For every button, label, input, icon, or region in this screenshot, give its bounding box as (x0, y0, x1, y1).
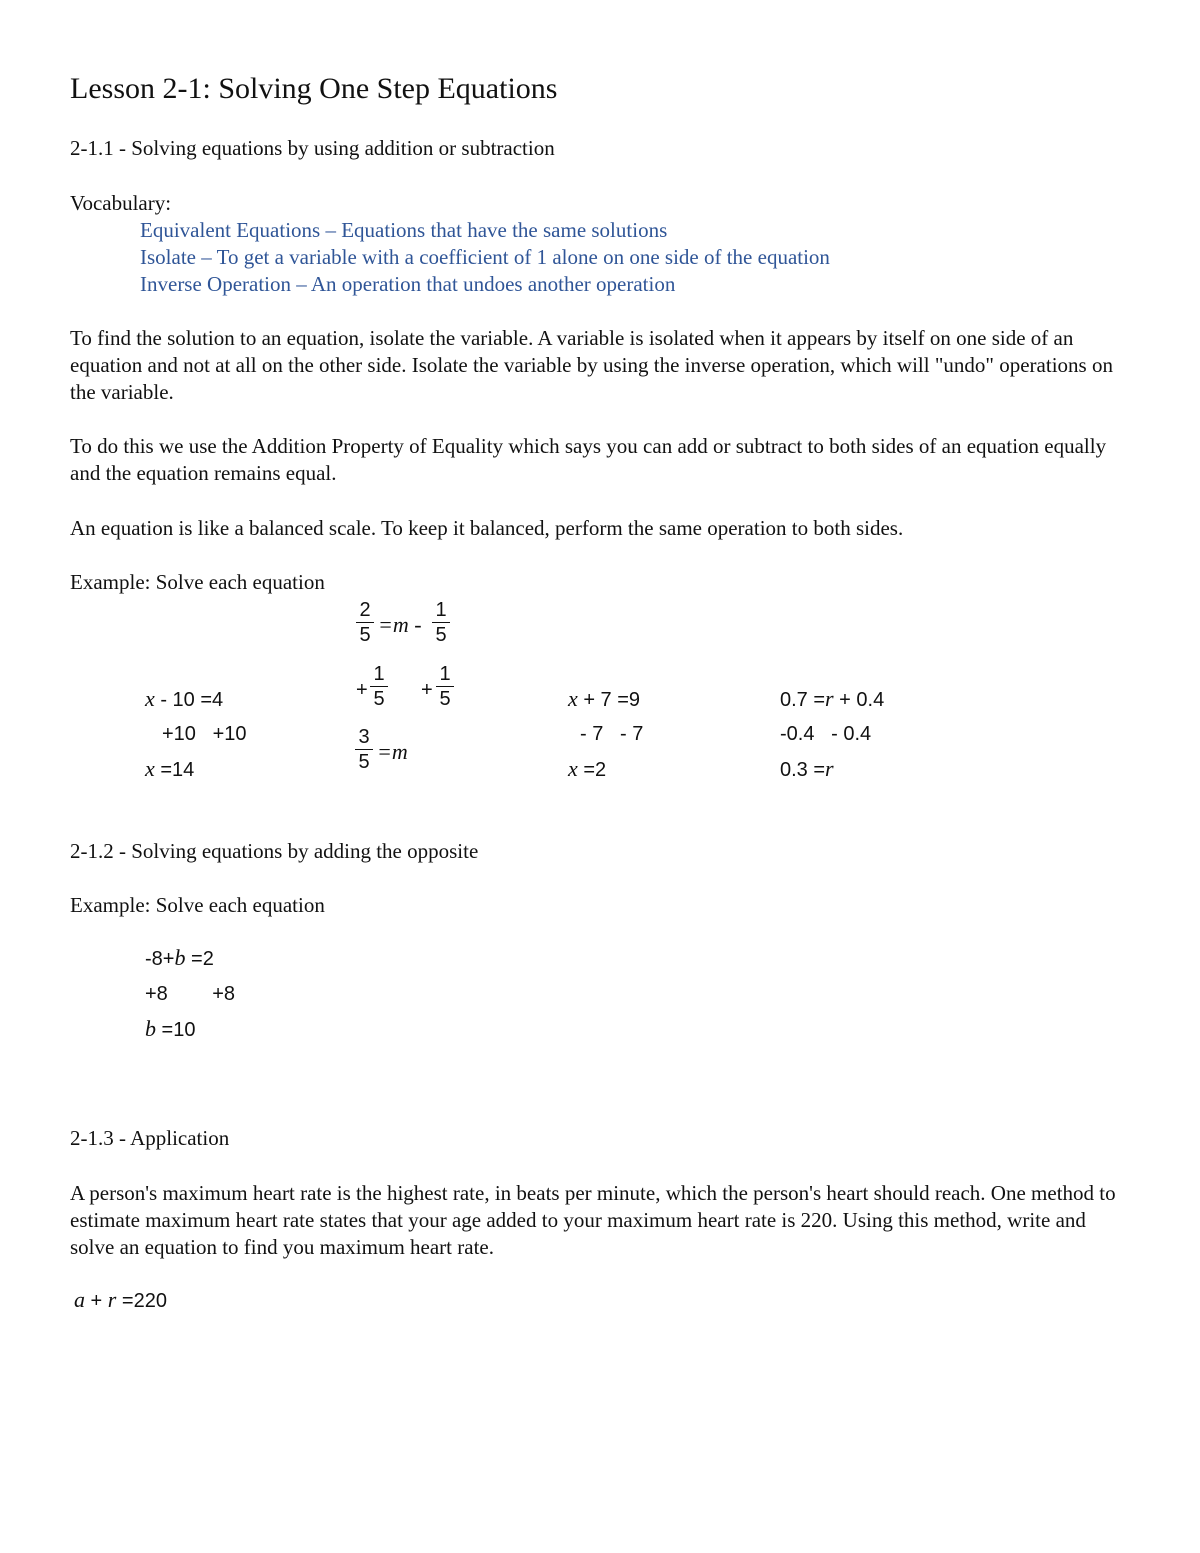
paragraph-balanced-scale: An equation is like a balanced scale. To keep it balanced, perform the same operation to both sides. (70, 516, 904, 540)
page-title: Lesson 2-1: Solving One Step Equations (70, 72, 558, 105)
ex3-line1: x + 7 =9 (568, 686, 641, 711)
ex3-line3: x =2 (568, 756, 607, 781)
fraction-2-5: 2 5 (356, 599, 374, 646)
vocabulary-label: Vocabulary: (70, 191, 172, 215)
ex5-line1: -8+b =2 (145, 945, 214, 970)
fraction-1-5-c: 1 5 (436, 663, 454, 710)
vocab-isolate: Isolate – To get a variable with a coefficient of 1 alone on one side of the equation (140, 245, 830, 269)
ex2-equals-m: =m (377, 739, 408, 764)
ex1-line1: x - 10 =4 (145, 686, 224, 711)
ex1-line2: +10 +10 (162, 723, 247, 745)
paragraph-addition-property: To do this we use the Addition Property of Equality which says you can add or subtract to both sides of an equation equally and the equation remains equal. (70, 434, 1107, 485)
vocab-inverse-operation: Inverse Operation – An operation that undoes another operation (140, 272, 676, 296)
paragraph-isolate-variable: To find the solution to an equation, isolate the variable. A variable is isolated when it appears by itself on one side of an equation and not at all on the other side. Isolate the variable by using the inverse operation, which will "undo" operations on the variable. (70, 326, 1113, 404)
fraction-1-5-a: 1 5 (432, 599, 450, 646)
ex5-line2: +8 +8 (145, 983, 236, 1005)
ex4-line3: 0.3 =r (780, 756, 834, 781)
example-label-1: Example: Solve each equation (70, 570, 325, 594)
ex3-line2: - 7 - 7 (580, 723, 644, 745)
paragraph-heart-rate: A person's maximum heart rate is the highest rate, in beats per minute, which the person's heart should reach. One method to estimate maximum heart rate states that your age added to your maximum heart rate is 220. Using this method, write and solve an equation to find you maximum heart rate. (70, 1181, 1116, 1259)
ex2-plus-2: + (421, 679, 433, 701)
section-heading-2-1-2: 2-1.2 - Solving equations by adding the opposite (70, 839, 479, 863)
ex4-line2: -0.4 - 0.4 (780, 723, 872, 745)
section-heading-2-1-1: 2-1.1 - Solving equations by using addition or subtraction (70, 136, 555, 160)
fraction-3-5: 3 5 (355, 726, 373, 773)
example-label-2: Example: Solve each equation (70, 893, 325, 917)
ex1-line3: x =14 (145, 756, 195, 781)
ex5-line3: b =10 (145, 1016, 196, 1041)
fraction-1-5-b: 1 5 (370, 663, 388, 710)
ex4-line1: 0.7 =r + 0.4 (780, 686, 885, 711)
ex2-equals-m-minus: =m - (378, 612, 422, 637)
section-heading-2-1-3: 2-1.3 - Application (70, 1126, 230, 1150)
ex2-plus-1: + (356, 679, 368, 701)
vocab-equivalent-equations: Equivalent Equations – Equations that have the same solutions (140, 218, 668, 242)
application-equation: a + r =220 (74, 1287, 167, 1312)
